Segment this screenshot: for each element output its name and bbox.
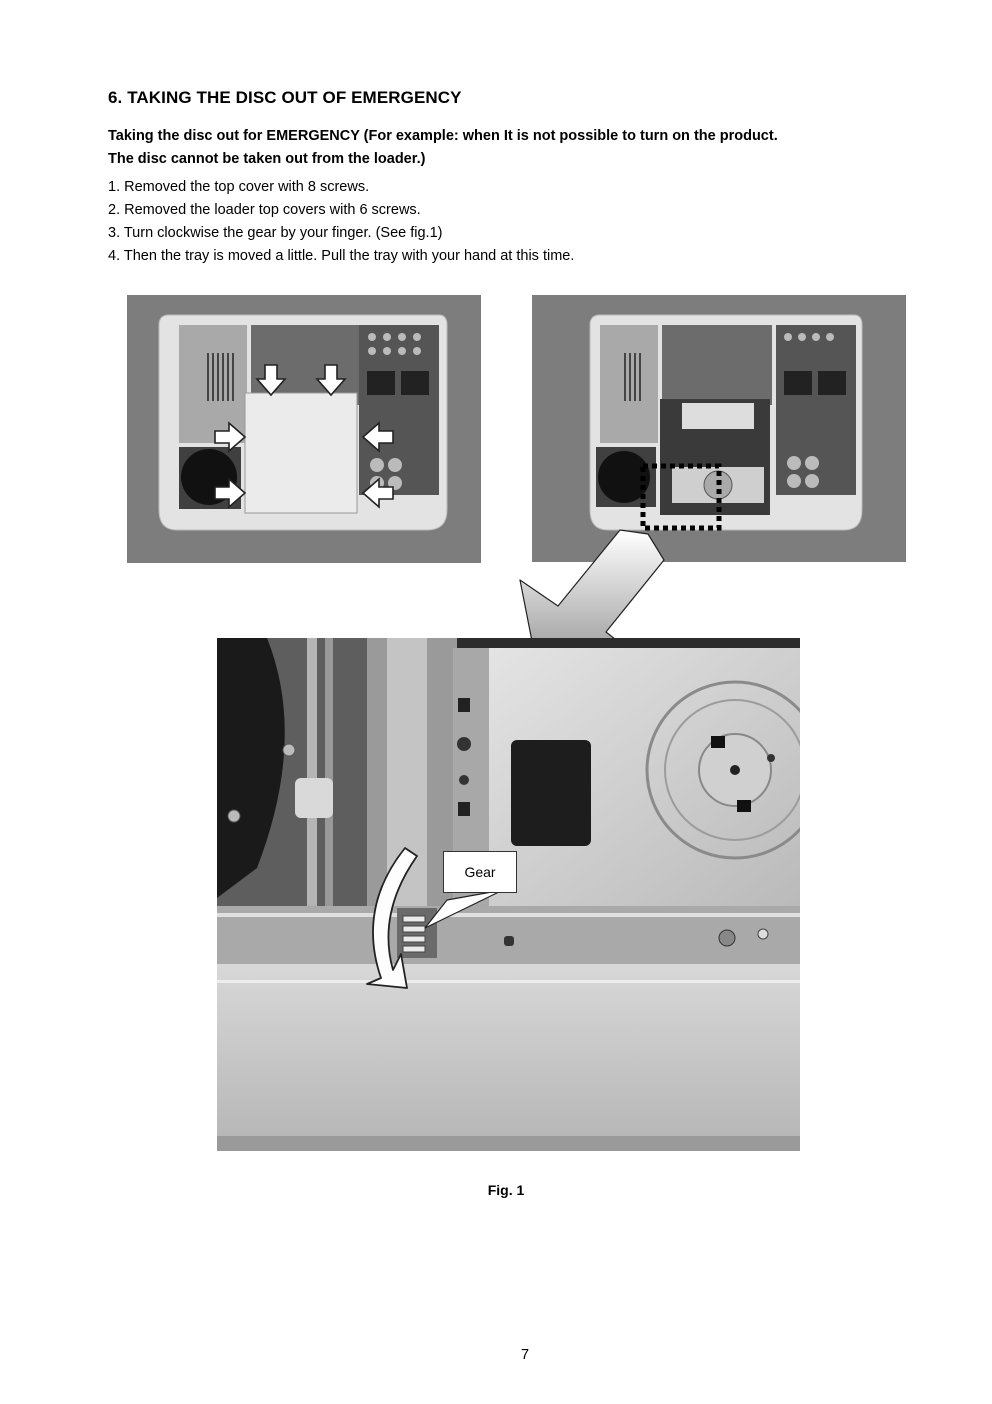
page-title: 6. TAKING THE DISC OUT OF EMERGENCY: [108, 88, 462, 107]
procedure-steps: [108, 176, 574, 268]
top-cover-photo: [127, 295, 481, 563]
subtitle-line-2: The disc cannot be taken out from the loader.): [108, 151, 426, 167]
step-item: 3. Turn clockwise the gear by your finger. (See fig.1): [108, 225, 443, 241]
section-subtitle: [108, 125, 868, 171]
page-number: 7: [520, 1347, 530, 1363]
subtitle-line-1: Taking the disc out for EMERGENCY (For example: when It is not possible to turn on the product.: [108, 128, 778, 144]
figure-caption: Fig. 1: [487, 1182, 525, 1198]
step-item: 1. Removed the top cover with 8 screws.: [108, 179, 370, 195]
gear-callout-label: Gear: [443, 851, 517, 893]
step-item: 2. Removed the loader top covers with 6 screws.: [108, 202, 421, 218]
gear-detail-photo: [217, 638, 800, 1151]
step-item: 4. Then the tray is moved a little. Pull the tray with your hand at this time.: [108, 248, 575, 264]
